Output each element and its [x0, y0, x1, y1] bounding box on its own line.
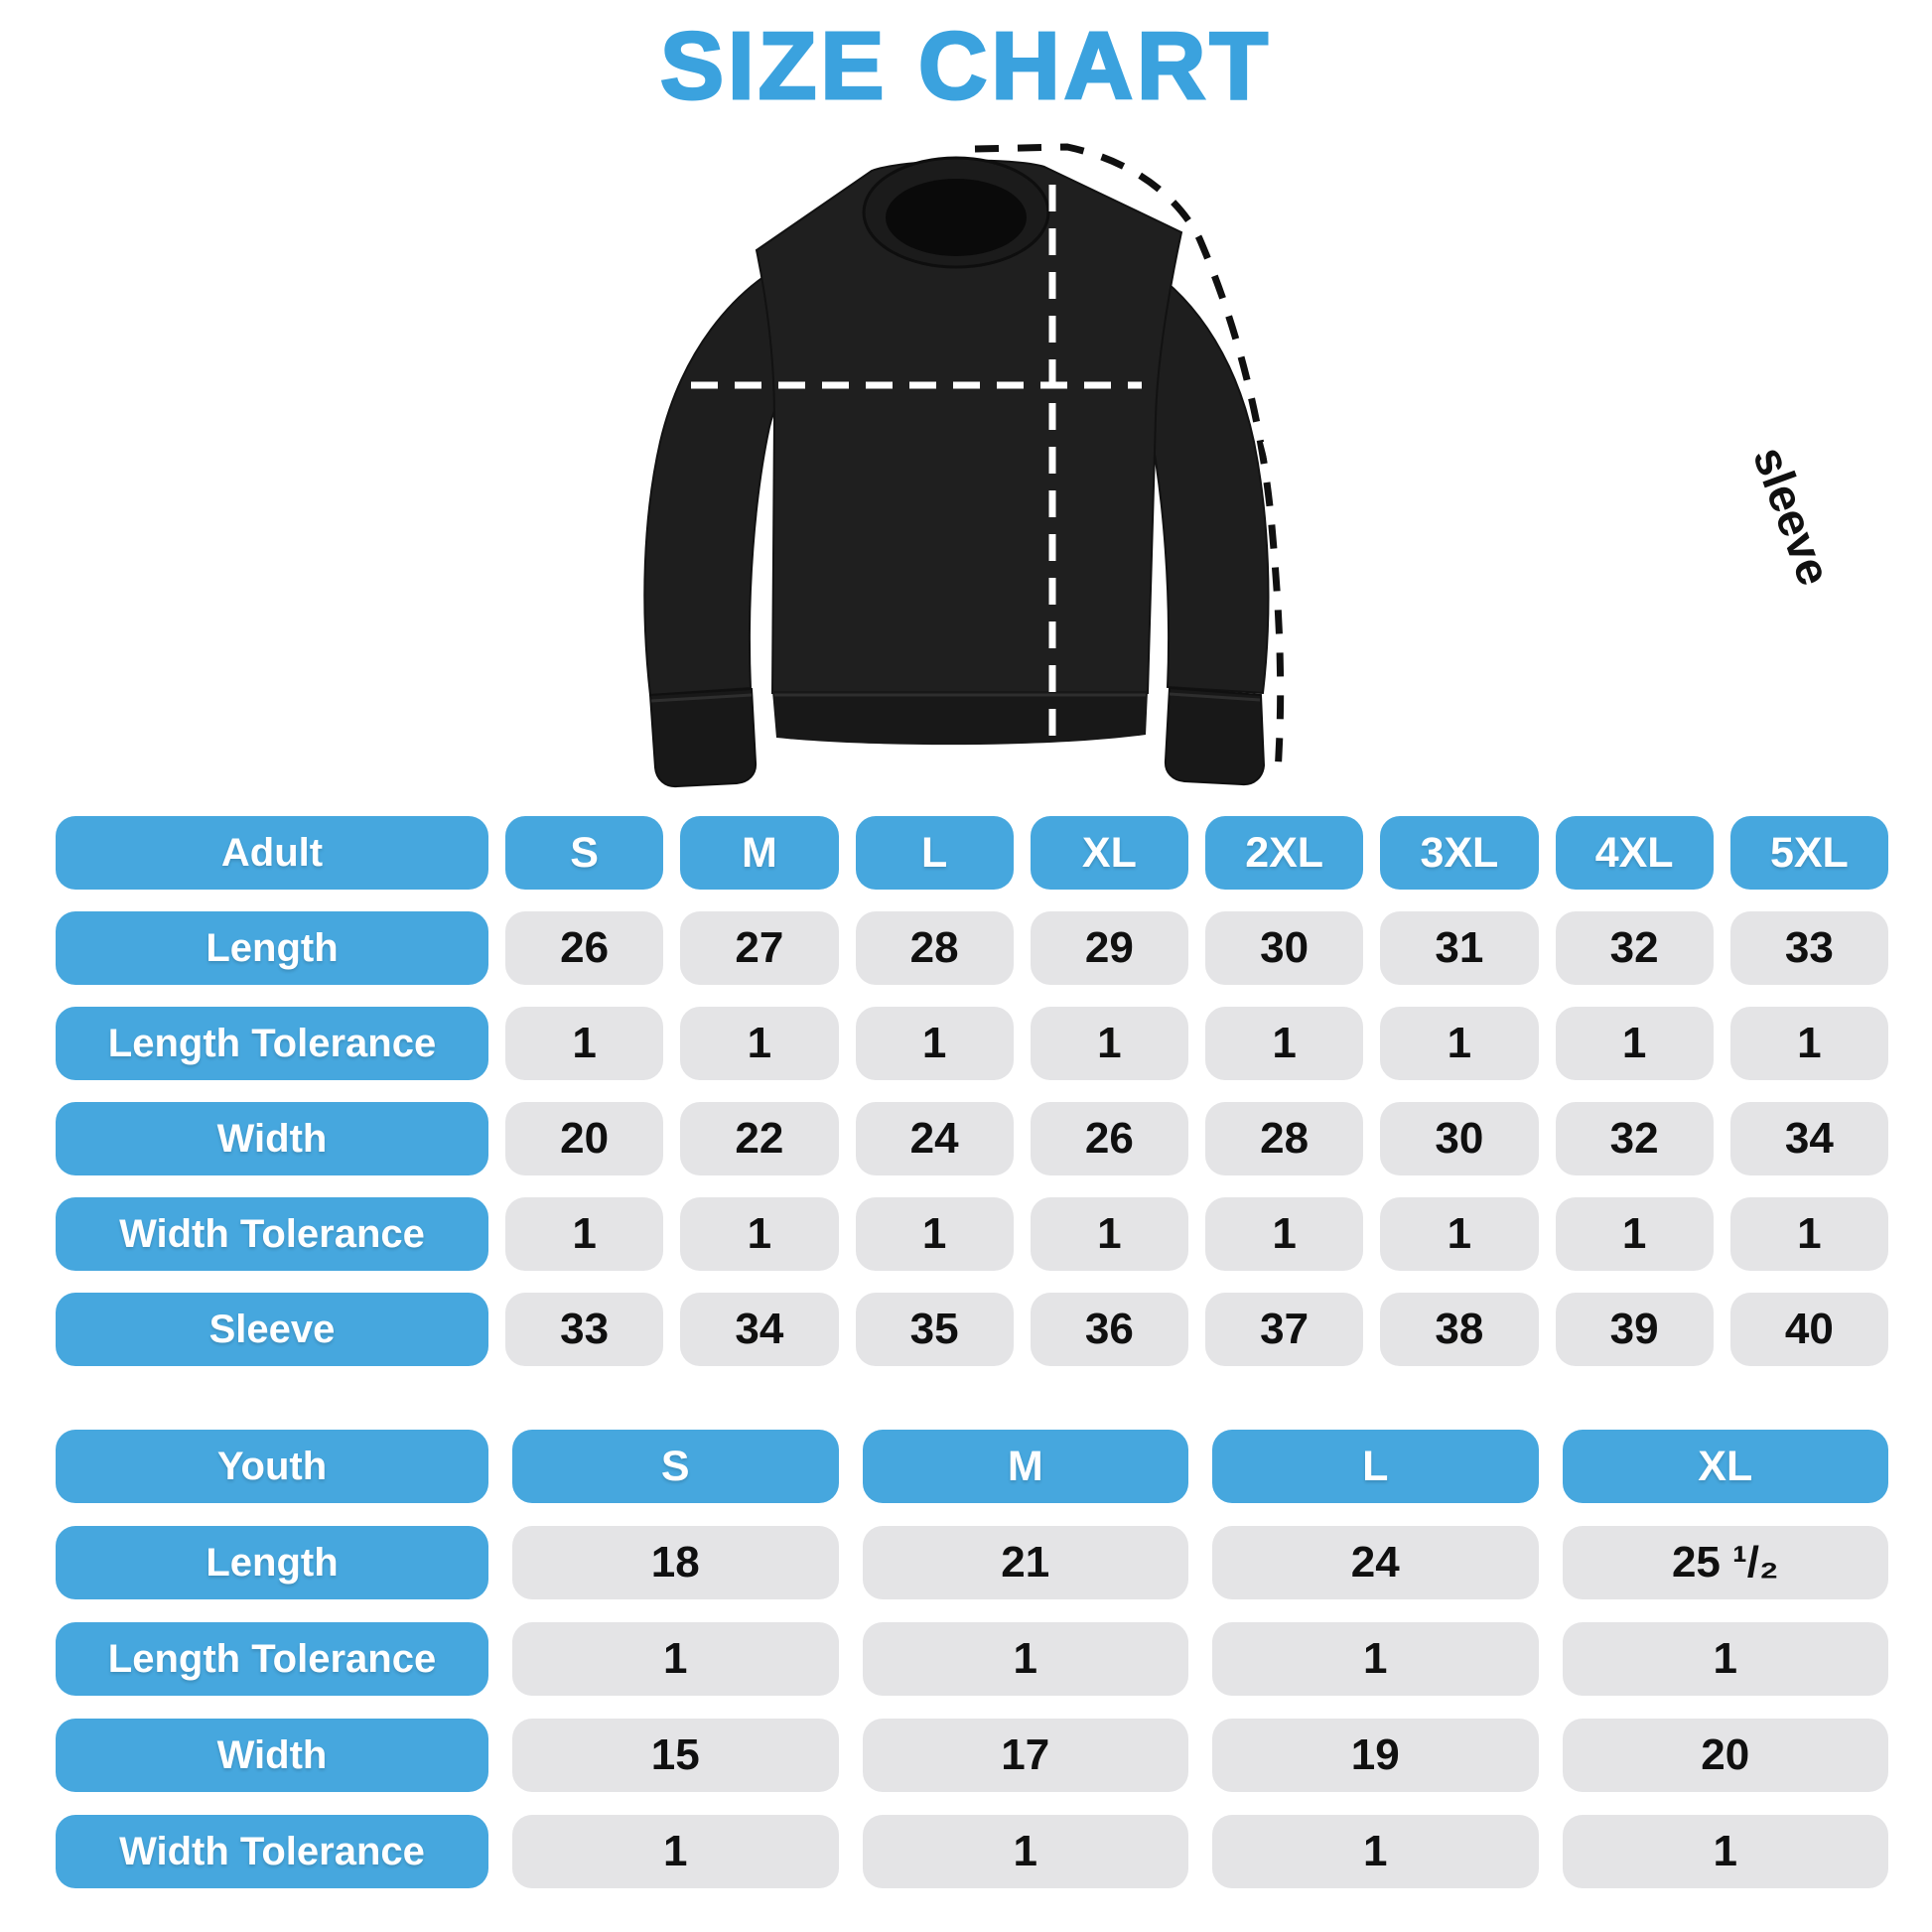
youth-row-label: Width Tolerance [56, 1815, 488, 1888]
youth-value-cell: 15 [512, 1719, 839, 1792]
youth-header-cell: M [863, 1430, 1189, 1503]
youth-value-cell: 1 [1212, 1815, 1539, 1888]
adult-value-cell: 26 [1031, 1102, 1188, 1175]
sweatshirt-right-cuff [1166, 688, 1264, 784]
youth-value-cell: 1 [1563, 1815, 1889, 1888]
youth-value-cell: 25 ¹/₂ [1563, 1526, 1889, 1599]
youth-value-cell: 1 [1563, 1622, 1889, 1696]
adult-row-label: Sleeve [56, 1293, 488, 1366]
adult-row-length-tolerance [56, 1007, 1888, 1080]
youth-row-width [56, 1719, 1888, 1792]
youth-header-cell: S [512, 1430, 839, 1503]
adult-value-cell: 28 [1205, 1102, 1363, 1175]
adult-value-cell: 1 [1730, 1197, 1888, 1271]
adult-value-cell: 1 [1205, 1007, 1363, 1080]
adult-value-cell: 32 [1556, 911, 1714, 985]
adult-value-cell: 37 [1205, 1293, 1363, 1366]
adult-value-cell: 20 [505, 1102, 663, 1175]
adult-value-cell: 1 [856, 1197, 1014, 1271]
adult-value-cell: 33 [505, 1293, 663, 1366]
adult-value-cell: 40 [1730, 1293, 1888, 1366]
adult-value-cell: 39 [1556, 1293, 1714, 1366]
adult-value-cell: 34 [1730, 1102, 1888, 1175]
youth-value-cell: 21 [863, 1526, 1189, 1599]
adult-row-label: Width [56, 1102, 488, 1175]
adult-value-cell: 1 [856, 1007, 1014, 1080]
adult-value-cell: 1 [680, 1197, 838, 1271]
width-measure-label: width [1263, 424, 1385, 477]
adult-header-cell: L [856, 816, 1014, 890]
youth-value-cell: 18 [512, 1526, 839, 1599]
sweatshirt-hem [772, 691, 1148, 745]
youth-row-label: Length [56, 1526, 488, 1599]
youth-value-cell: 1 [863, 1622, 1189, 1696]
adult-header-cell: 3XL [1380, 816, 1538, 890]
page-title: SIZE CHART [660, 13, 1272, 119]
adult-value-cell: 1 [1556, 1197, 1714, 1271]
adult-value-cell: 38 [1380, 1293, 1538, 1366]
youth-row-label: Length Tolerance [56, 1622, 488, 1696]
adult-value-cell: 33 [1730, 911, 1888, 985]
adult-value-cell: 35 [856, 1293, 1014, 1366]
youth-value-cell: 1 [863, 1815, 1189, 1888]
adult-table-title: Adult [56, 816, 488, 890]
length-measure-label: length [1622, 334, 1675, 474]
youth-value-cell: 1 [1212, 1622, 1539, 1696]
sleeve-measure-label: sleeve [1743, 439, 1842, 593]
adult-value-cell: 1 [1031, 1007, 1188, 1080]
adult-value-cell: 1 [1730, 1007, 1888, 1080]
adult-value-cell: 24 [856, 1102, 1014, 1175]
youth-value-cell: 1 [512, 1622, 839, 1696]
adult-header-cell: S [505, 816, 663, 890]
adult-row-sleeve [56, 1293, 1888, 1366]
adult-value-cell: 1 [1556, 1007, 1714, 1080]
adult-value-cell: 1 [1380, 1007, 1538, 1080]
adult-value-cell: 27 [680, 911, 838, 985]
adult-value-cell: 26 [505, 911, 663, 985]
adult-value-cell: 1 [680, 1007, 838, 1080]
youth-header-row [56, 1430, 1888, 1503]
youth-size-table [56, 1430, 1888, 1911]
sweatshirt-collar-opening [886, 179, 1027, 256]
adult-size-table [56, 816, 1888, 1388]
adult-row-length [56, 911, 1888, 985]
adult-value-cell: 29 [1031, 911, 1188, 985]
adult-value-cell: 32 [1556, 1102, 1714, 1175]
adult-header-cell: M [680, 816, 838, 890]
adult-header-row [56, 816, 1888, 890]
youth-row-label: Width [56, 1719, 488, 1792]
youth-row-width-tolerance [56, 1815, 1888, 1888]
adult-row-width-tolerance [56, 1197, 1888, 1271]
youth-table-title: Youth [56, 1430, 488, 1503]
adult-value-cell: 31 [1380, 911, 1538, 985]
adult-header-cell: XL [1031, 816, 1188, 890]
adult-value-cell: 1 [1380, 1197, 1538, 1271]
adult-value-cell: 30 [1205, 911, 1363, 985]
youth-value-cell: 20 [1563, 1719, 1889, 1792]
adult-row-width [56, 1102, 1888, 1175]
youth-value-cell: 24 [1212, 1526, 1539, 1599]
youth-value-cell: 17 [863, 1719, 1189, 1792]
adult-row-label: Width Tolerance [56, 1197, 488, 1271]
adult-value-cell: 1 [505, 1007, 663, 1080]
adult-value-cell: 36 [1031, 1293, 1188, 1366]
adult-header-cell: 4XL [1556, 816, 1714, 890]
adult-header-cell: 2XL [1205, 816, 1363, 890]
adult-header-cell: 5XL [1730, 816, 1888, 890]
adult-row-label: Length [56, 911, 488, 985]
youth-header-cell: L [1212, 1430, 1539, 1503]
sweatshirt-left-cuff [650, 689, 756, 786]
youth-value-cell: 1 [512, 1815, 839, 1888]
youth-value-cell: 19 [1212, 1719, 1539, 1792]
adult-value-cell: 22 [680, 1102, 838, 1175]
adult-value-cell: 28 [856, 911, 1014, 985]
garment-measurement-diagram [556, 99, 1842, 814]
youth-header-cell: XL [1563, 1430, 1889, 1503]
adult-value-cell: 1 [1031, 1197, 1188, 1271]
adult-value-cell: 34 [680, 1293, 838, 1366]
sweatshirt-graphic [556, 99, 1350, 814]
adult-row-label: Length Tolerance [56, 1007, 488, 1080]
youth-row-length-tolerance [56, 1622, 1888, 1696]
adult-value-cell: 1 [1205, 1197, 1363, 1271]
adult-value-cell: 1 [505, 1197, 663, 1271]
adult-value-cell: 30 [1380, 1102, 1538, 1175]
youth-row-length [56, 1526, 1888, 1599]
